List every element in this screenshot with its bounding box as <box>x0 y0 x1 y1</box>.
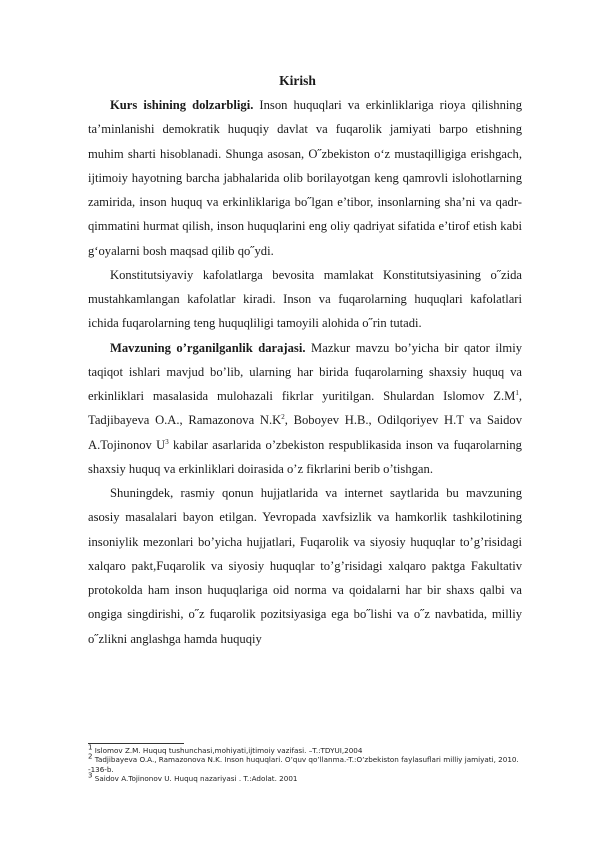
paragraph-study-level <box>88 336 522 482</box>
paragraph-documents <box>88 481 522 651</box>
footnote-ref-3[interactable]: 3 <box>165 437 169 446</box>
footnote-2 <box>88 752 522 774</box>
page-title: Kirish <box>279 73 316 88</box>
body-text <box>88 93 522 651</box>
relevance-heading: Kurs ishining dolzarbligi. <box>110 98 254 112</box>
documents-text: Shuningdek, rasmiy qonun hujjatlarida va internet saytlarida bu mavzuning asosiy masalalari bayon etilgan. Yevropada xavfsizlik va hamkorlik tashkilotining insoniylik mezonlari bo’yicha hujjatlari, Fuqarolik va siyosiy huquqlar to’g’risidagi xalqaro pakt,Fuqarolik va siyosiy huquqlar to’g’risidagi xalqaro paktga Fakultativ protokolda ham inson huquqlariga oid norma va qoidalarni har bir shaxs qalbi va ongiga singdirishi, o˝z fuqarolik pozitsiyasiga ega bo˝lishi va o˝z navbatida, milliy o˝zlikni anglashga hamda huquqiy <box>88 486 522 646</box>
footnote-ref-1[interactable]: 1 <box>515 388 519 397</box>
study-level-text-2: , Tadjibayeva O.A., Ramazonova N.K <box>88 389 522 428</box>
paragraph-guarantees <box>88 263 522 336</box>
footnote-ref-2[interactable]: 2 <box>281 413 285 422</box>
footnote-3 <box>88 771 522 783</box>
study-level-text-4: kabilar asarlarida o’zbekiston respublikasida inson va fuqarolarning shaxsiy huquq va erkinliklari doirasida o’z fikrlarini berib o’tishgan. <box>88 437 522 476</box>
relevance-text: Inson huquqlari va erkinliklariga rioya qilishning ta’minlanishi demokratik huquqiy davlat va fuqarolik jamiyati barpo etishning muhim sharti hisoblanadi. Shunga asosan, O˝zbekiston o‘z mustaqilligiga erishgach, ijtimoiy hayotning barcha jabhalarida olib borilayotgan keng qamrovli islohotlarning zamirida, inson huquq va erkinliklariga bo˝lgan e’tibor, insonlarning sha’ni va qadr-qimmatini hurmat qilish, inson huquqlarini eng oliy qadriyat sifatida e’tirof etish kabi g‘oyalarni bosh maqsad qilib qo˝ydi. <box>88 98 522 258</box>
footnote-number: 2 <box>88 752 93 761</box>
study-level-text-3: , Boboyev H.B., Odilqoriyev H.T va Saidov A.Tojinonov U <box>88 413 522 452</box>
footnote-text: Saidov A.Tojinonov U. Huquq nazariyasi . T.:Adolat. 2001 <box>92 773 298 783</box>
footnote-number: 3 <box>88 771 93 780</box>
study-level-heading: Mavzuning o’rganilganlik darajasi. <box>110 340 306 355</box>
footnote-divider <box>88 743 184 744</box>
footnote-text: Islomov Z.M. Huquq tushunchasi,mohiyati,ijtimoiy vazifasi. –T.:TDYUI,2004 <box>92 746 363 755</box>
footnote-number: 1 <box>88 743 93 752</box>
paragraph-relevance <box>88 93 522 263</box>
guarantees-text: Konstitutsiyaviy kafolatlarga bevosita mamlakat Konstitutsiyasining o˝zida mustahkamlangan kafolatlar kiradi. Inson va fuqarolarning huquqlari kafolatlari ichida fuqarolarning teng huquqliligi tamoyili alohida o˝rin tutadi. <box>88 267 522 331</box>
footnote-1 <box>88 743 522 755</box>
footnote-text: Tadjibayeva O.A., Ramazonova N.K. Inson huquqlari. O’quv qo’llanma.-T.:O’zbekiston faylasuflari milliy jamiyati, 2010. -136-b. <box>88 755 519 774</box>
footnotes <box>88 743 522 783</box>
study-level-text-1: Mazkur mavzu bo’yicha bir qator ilmiy taqiqot ishlari mavjud bo’lib, ularning har birida fuqarolarning shaxsiy huquq va erkinliklari masalasida mulohazali fikrlar yuritilgan. Shulardan Islomov Z.M <box>88 340 523 403</box>
